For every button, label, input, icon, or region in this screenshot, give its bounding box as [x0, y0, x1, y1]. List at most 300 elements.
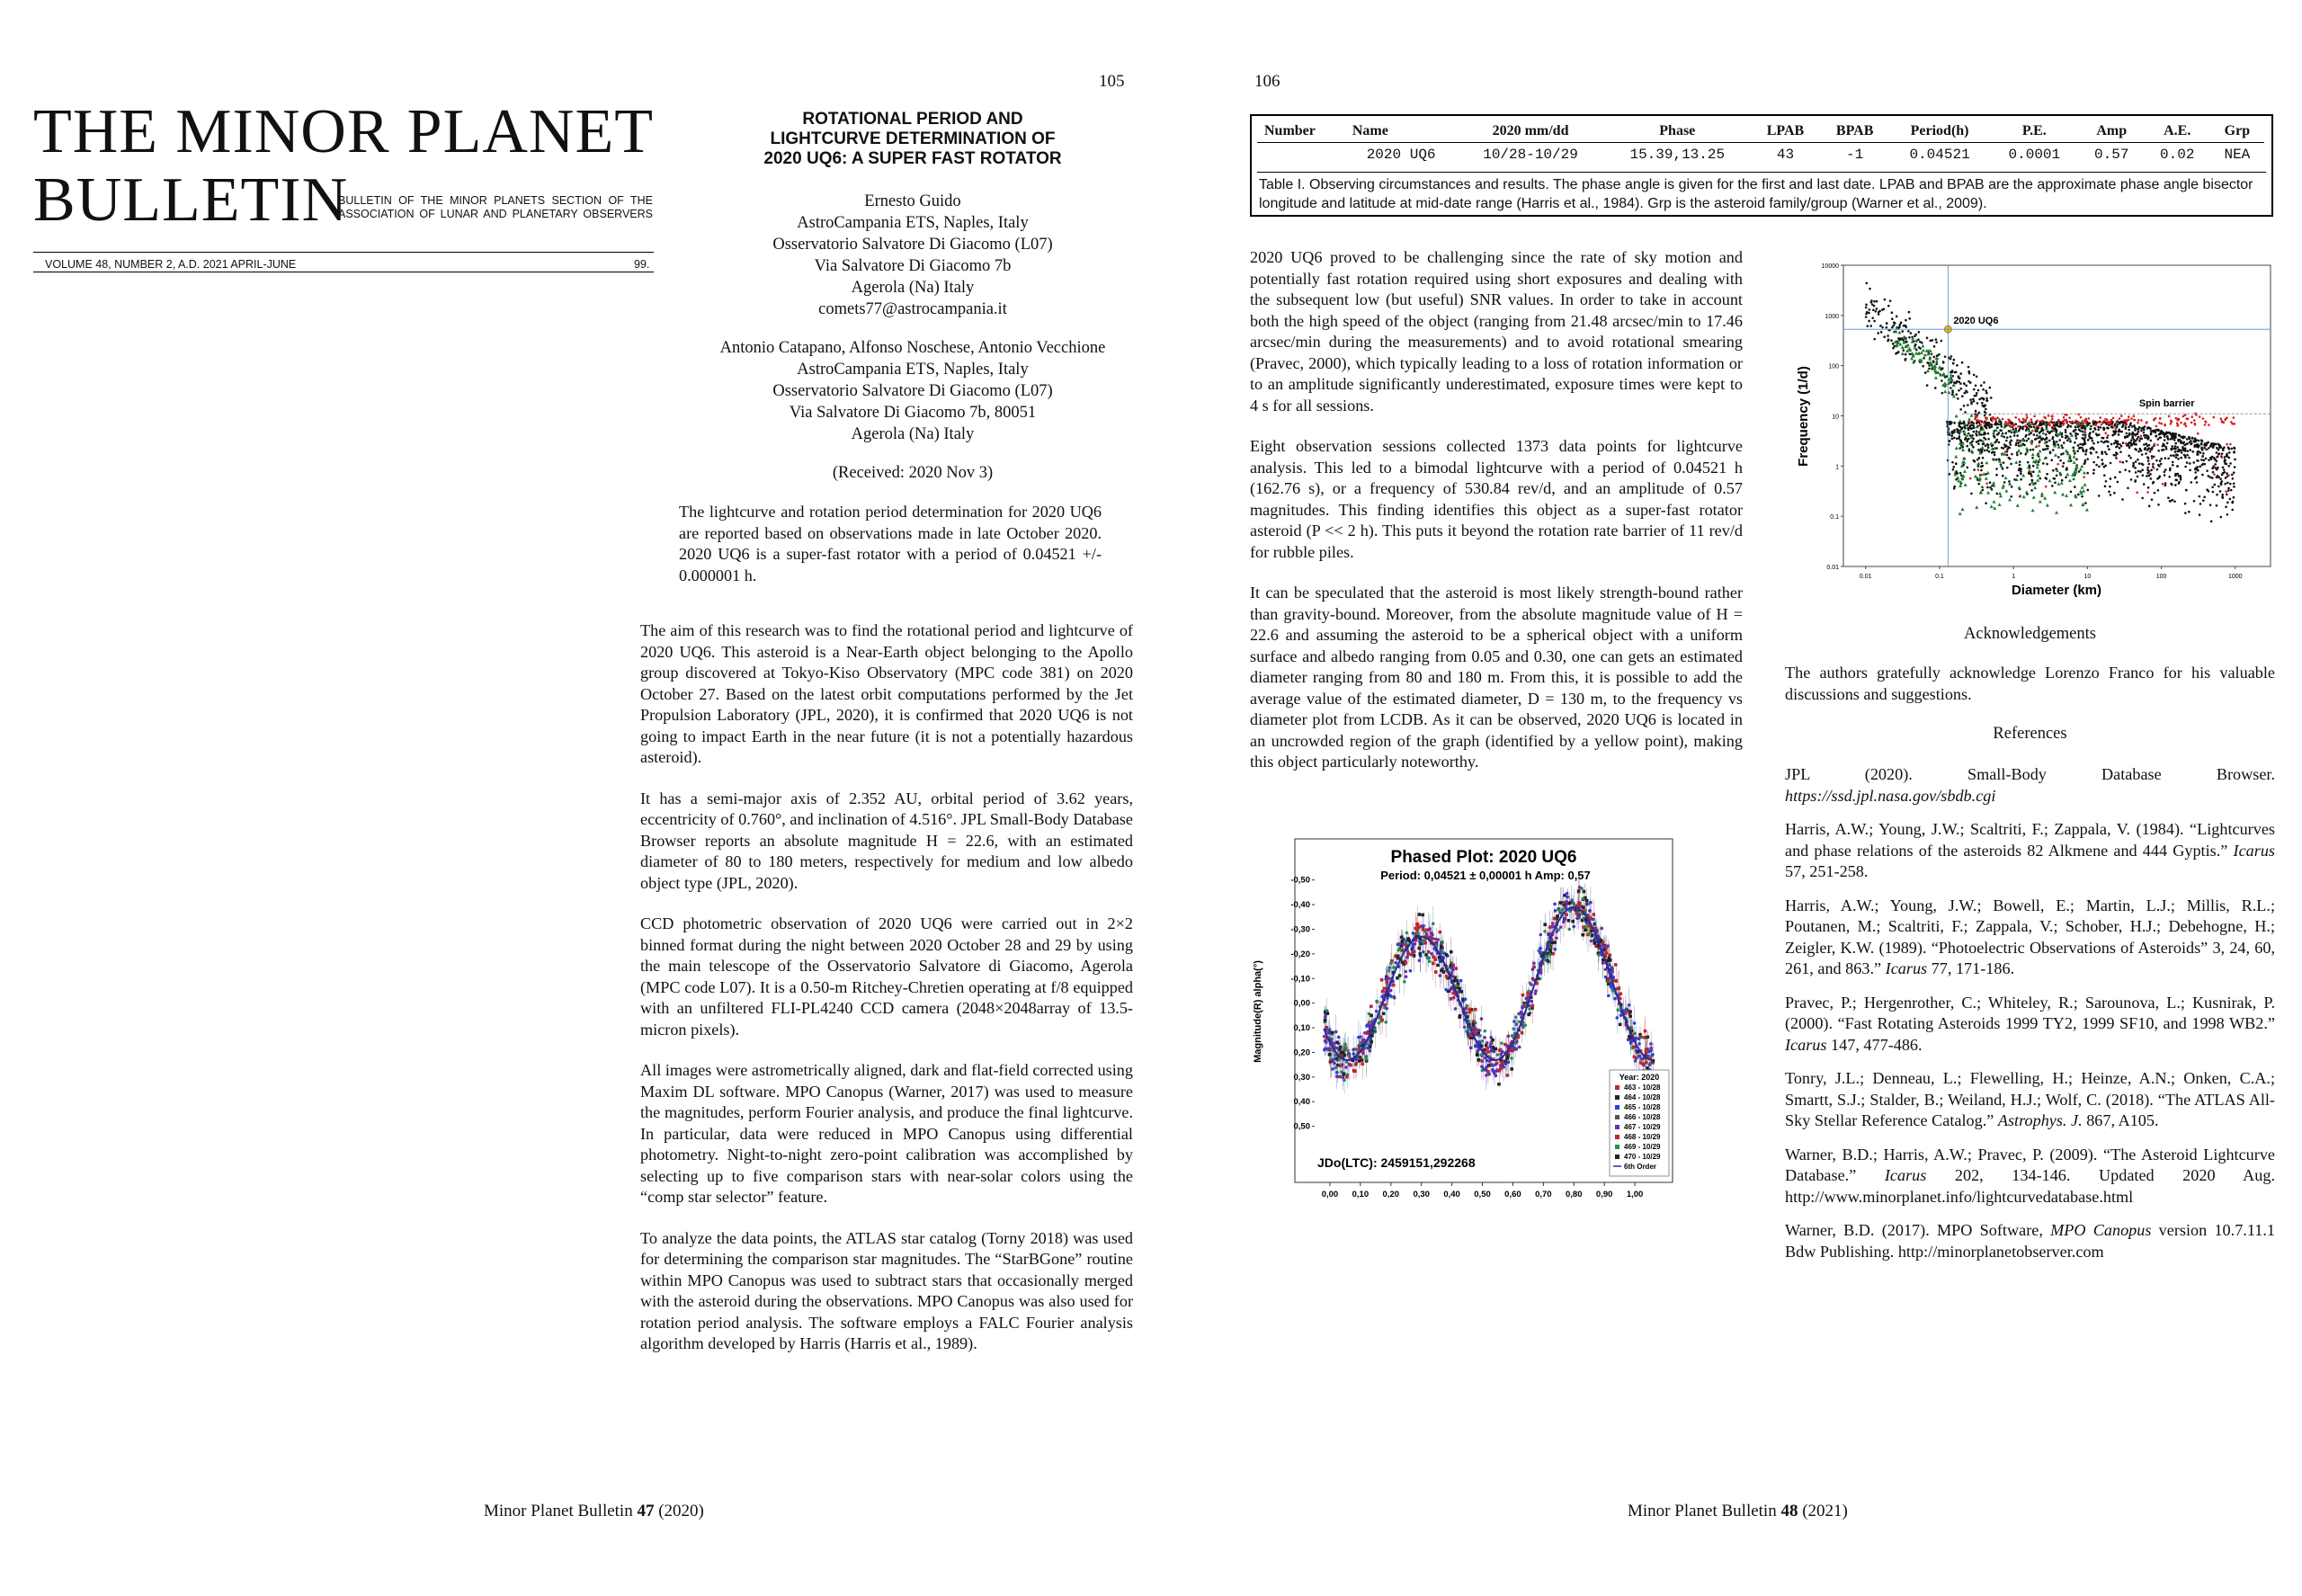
phase-point: [1539, 933, 1542, 937]
phase-x-tick-label: 0,30: [1413, 1190, 1430, 1199]
chart-point: [1960, 388, 1963, 390]
chart-point: [2178, 418, 2181, 421]
phase-point: [1611, 966, 1614, 969]
chart-point: [2172, 464, 2174, 467]
phase-point: [1403, 980, 1406, 984]
chart-point: [2047, 445, 2049, 448]
chart-point: [2010, 443, 2012, 446]
chart-point: [2016, 454, 2019, 457]
chart-point: [2117, 441, 2119, 443]
chart-point: [2125, 424, 2128, 426]
chart-point: [1959, 472, 1962, 475]
chart-point: [1976, 430, 1978, 432]
x-tick-label: 0.01: [1859, 574, 1872, 580]
chart-point: [1928, 368, 1931, 370]
phase-point: [1392, 966, 1396, 969]
chart-point: [2233, 450, 2235, 453]
chart-point: [2149, 477, 2152, 480]
phase-y-tick-label: -0,10: [1290, 974, 1310, 985]
chart-point: [2153, 442, 2155, 445]
chart-point: [1989, 481, 1992, 484]
chart-point: [1972, 424, 1975, 427]
phase-point: [1326, 1012, 1330, 1015]
chart-point: [2129, 424, 2132, 426]
chart-point: [2057, 463, 2059, 466]
chart-point: [2101, 441, 2103, 443]
chart-point: [1869, 288, 1871, 290]
phase-point: [1565, 906, 1568, 910]
reference-italic: MPO Canopus: [2050, 1221, 2152, 1239]
chart-point: [1902, 349, 1905, 352]
chart-point: [2183, 423, 2186, 425]
chart-point: [2184, 466, 2187, 468]
chart-point: [1977, 389, 1980, 392]
chart-point: [1973, 388, 1976, 391]
phase-point: [1450, 950, 1453, 954]
chart-point: [2164, 439, 2166, 441]
phase-point: [1426, 956, 1430, 959]
chart-point: [2109, 421, 2111, 424]
chart-point: [1877, 332, 1879, 334]
chart-point: [1876, 308, 1878, 310]
phase-y-tick-label: 0,50: [1293, 1121, 1310, 1132]
table-1-box: [1250, 114, 2273, 217]
phase-point: [1370, 1024, 1373, 1028]
chart-point: [1944, 355, 1947, 358]
phase-point: [1405, 932, 1409, 935]
phase-point: [1444, 988, 1448, 992]
chart-point: [2029, 484, 2031, 486]
phase-point: [1396, 955, 1400, 958]
chart-point: [1897, 351, 1900, 353]
phase-point: [1578, 886, 1582, 889]
chart-point: [1964, 427, 1967, 430]
chart-point: [2092, 472, 2095, 475]
chart-point: [1988, 450, 1991, 453]
chart-point: [2048, 440, 2051, 442]
chart-point: [2166, 432, 2169, 434]
phase-point: [1567, 928, 1571, 932]
title-line: 2020 UQ6: A SUPER FAST ROTATOR: [763, 149, 1062, 168]
chart-point: [1892, 325, 1895, 327]
chart-point: [2214, 467, 2217, 469]
phase-point: [1352, 1048, 1355, 1052]
chart-point: [2010, 439, 2012, 441]
right-body-column: [1250, 247, 1743, 793]
chart-point: [2208, 459, 2210, 461]
chart-point: [1908, 317, 1911, 320]
chart-point: [2117, 431, 2119, 433]
x-tick-label: 100: [2155, 574, 2167, 580]
chart-point: [2020, 468, 2022, 471]
chart-point: [1878, 313, 1880, 316]
chart-point: [1967, 380, 1970, 383]
chart-point: [2189, 469, 2191, 472]
phase-x-tick-label: 0,40: [1443, 1190, 1460, 1199]
chart-point: [1959, 372, 1962, 375]
chart-point: [1941, 340, 1943, 343]
chart-xlabel: Diameter (km): [2011, 583, 2102, 598]
phase-point: [1539, 947, 1542, 950]
phase-point: [1414, 927, 1417, 931]
phase-point: [1530, 1004, 1534, 1008]
phase-ylabel: Magnitude(R) alpha(°): [1253, 960, 1263, 1063]
chart-point: [2153, 467, 2155, 469]
chart-point: [2077, 494, 2080, 496]
author-name: Ernesto Guido: [864, 192, 961, 210]
x-tick-label: 1: [2012, 574, 2016, 580]
phase-point: [1562, 920, 1566, 923]
chart-point: [1996, 416, 1999, 419]
footer-right: [1628, 1502, 1848, 1521]
phase-point: [1451, 965, 1455, 968]
reference-item: [1785, 1145, 2275, 1208]
chart-point: [1892, 347, 1895, 350]
chart-point: [2110, 477, 2112, 480]
chart-point: [2130, 442, 2133, 445]
phase-point: [1606, 958, 1610, 962]
chart-point: [2221, 421, 2224, 424]
chart-point: [1975, 384, 1977, 387]
chart-point: [2111, 434, 2114, 437]
chart-point: [2221, 474, 2224, 477]
chart-point: [1985, 399, 1988, 402]
chart-point: [2199, 451, 2202, 454]
chart-point: [1886, 326, 1888, 329]
chart-point: [1873, 300, 1876, 303]
phase-point: [1324, 1019, 1327, 1022]
chart-point: [1905, 341, 1907, 343]
phase-legend: [1610, 1070, 1669, 1176]
td-number: [1257, 143, 1345, 167]
chart-point: [2002, 475, 2004, 477]
chart-point: [2144, 447, 2146, 450]
phase-point: [1497, 1083, 1501, 1086]
phase-point: [1370, 1014, 1373, 1018]
chart-point: [2217, 467, 2219, 469]
chart-point: [2229, 498, 2232, 501]
chart-point: [1983, 422, 1985, 424]
chart-point: [2002, 468, 2004, 470]
chart-point: [1950, 355, 1953, 358]
chart-point: [2145, 452, 2147, 455]
chart-point: [2078, 429, 2081, 432]
chart-point: [2183, 454, 2186, 457]
phase-point: [1332, 1058, 1335, 1062]
chart-point: [2146, 421, 2148, 424]
chart-point: [1977, 465, 1980, 468]
chart-point: [2187, 418, 2190, 421]
footer-text: Minor Planet Bulletin: [1628, 1502, 1781, 1520]
footer-year: (2020): [654, 1502, 704, 1520]
reference-item: [1785, 1220, 2275, 1262]
chart-point: [2194, 441, 2197, 443]
chart-point: [1987, 446, 1990, 449]
chart-point: [2130, 478, 2133, 481]
chart-point: [1932, 361, 1935, 364]
chart-point: [2198, 440, 2200, 442]
phase-point: [1619, 1023, 1622, 1027]
chart-point: [2172, 432, 2174, 435]
chart-point: [2106, 419, 2109, 422]
chart-point: [2164, 468, 2167, 471]
phase-point: [1411, 943, 1414, 947]
phase-point: [1384, 1021, 1387, 1024]
chart-point: [2120, 445, 2123, 448]
chart-point: [2090, 425, 2092, 428]
phase-point: [1593, 941, 1596, 945]
chart-point: [2010, 463, 2012, 466]
chart-point: [2203, 459, 2206, 462]
chart-point: [2141, 468, 2144, 471]
chart-point: [1990, 397, 1993, 399]
chart-point: [1972, 431, 1975, 433]
chart-point: [2127, 486, 2129, 489]
chart-point: [1951, 370, 1954, 372]
chart-point: [2063, 416, 2066, 419]
chart-point: [1942, 361, 1945, 363]
chart-point: [1991, 445, 1994, 448]
chart-point: [1984, 450, 1986, 452]
chart-point: [1876, 300, 1878, 303]
reference-item: [1785, 896, 2275, 980]
chart-point: [1976, 441, 1978, 443]
chart-point: [2014, 416, 2017, 419]
phase-y-tick-label: 0,20: [1293, 1048, 1310, 1058]
chart-point: [2130, 439, 2133, 441]
chart-point: [2192, 461, 2195, 464]
phase-point: [1340, 1051, 1343, 1055]
chart-point: [2000, 423, 2003, 425]
chart-point: [2164, 457, 2167, 459]
phase-point: [1339, 1065, 1343, 1068]
chart-point: [2069, 457, 2072, 459]
chart-point: [2190, 415, 2193, 418]
chart-point: [2171, 484, 2173, 486]
chart-point: [2115, 451, 2118, 454]
phase-point: [1629, 1041, 1633, 1045]
chart-point: [2042, 438, 2045, 441]
chart-point: [2197, 450, 2199, 453]
chart-point: [2212, 471, 2215, 474]
chart-point: [2070, 459, 2073, 462]
chart-point: [2065, 437, 2067, 440]
chart-point: [1941, 392, 1943, 395]
reference-text: Warner, B.D.; Harris, A.W.; Pravec, P. (2009). “The Asteroid Lightcurve Database.”: [1785, 1145, 2275, 1184]
phase-point: [1644, 1030, 1647, 1033]
chart-point: [2176, 465, 2179, 468]
table-caption: Table I. Observing circumstances and results. The phase angle is given for the first and last date. LPAB and BPAB are the approximate phase angle bisector longitude and latitude at mid-date range (Harris et al., 1984). Grp is the asteroid family/group (Warner et al., 2009).: [1259, 177, 2253, 211]
chart-point: [1977, 442, 1980, 445]
chart-point: [2041, 419, 2044, 422]
chart-point: [1871, 317, 1874, 319]
chart-point: [1905, 359, 1907, 361]
chart-point: [2194, 468, 2197, 471]
masthead-title-line1: [33, 97, 654, 167]
author-block-1: [670, 191, 1155, 320]
reference-tail: 57, 251-258.: [1785, 862, 1869, 880]
chart-point: [1926, 361, 1929, 364]
chart-point: [2193, 419, 2196, 422]
chart-point: [2210, 444, 2213, 447]
chart-point: [2075, 437, 2078, 440]
chart-point: [1873, 320, 1876, 323]
chart-point: [2171, 445, 2173, 448]
masthead-subtitle: [338, 194, 653, 221]
chart-point: [1935, 341, 1938, 343]
legend-marker: [1615, 1145, 1619, 1149]
y-tick-label: 10000: [1821, 263, 1839, 270]
chart-point: [2195, 476, 2198, 478]
phase-point: [1406, 952, 1410, 956]
chart-point: [2081, 427, 2083, 430]
chart-point: [2152, 463, 2155, 466]
chart-point: [2098, 495, 2101, 497]
chart-point: [1963, 433, 1966, 436]
phase-point: [1585, 899, 1589, 903]
phase-point: [1468, 1011, 1472, 1014]
chart-point: [2048, 415, 2050, 417]
reference-item: [1785, 819, 2275, 883]
chart-point: [2143, 483, 2146, 486]
phase-point: [1504, 1062, 1508, 1065]
chart-point: [2049, 452, 2052, 455]
chart-point: [2056, 430, 2058, 432]
chart-point: [2176, 446, 2179, 449]
chart-point: [2134, 467, 2137, 469]
phase-point: [1422, 928, 1425, 932]
author-affil: Osservatorio Salvatore Di Giacomo (L07): [772, 236, 1053, 254]
phase-point: [1335, 1074, 1339, 1078]
reference-item: [1785, 764, 2275, 807]
chart-point: [2233, 496, 2235, 499]
chart-point: [2146, 468, 2149, 471]
chart-point: [1992, 416, 1994, 419]
chart-point: [1934, 387, 1937, 389]
chart-point: [1930, 340, 1932, 343]
chart-point: [2101, 424, 2103, 426]
chart-point: [2107, 423, 2110, 425]
chart-point: [2231, 502, 2234, 504]
chart-point: [2104, 464, 2107, 467]
chart-point: [2047, 448, 2049, 450]
chart-point: [2081, 423, 2083, 425]
chart-point: [2133, 432, 2136, 435]
chart-point: [2167, 457, 2170, 459]
chart-point: [1995, 468, 1998, 470]
chart-point: [2072, 446, 2074, 449]
chart-point: [2204, 424, 2207, 426]
phase-point: [1575, 911, 1578, 914]
reference-text: Pravec, P.; Hergenrother, C.; Whiteley, R.; Sarounova, L.; Kusnirak, P. (2000). “Fast Rotating Asteroids 1999 TY2, 1999 SF10, and 1998 WB2.”: [1785, 993, 2275, 1032]
article-title: [679, 110, 1147, 169]
chart-point: [2160, 463, 2163, 466]
phase-point: [1337, 1036, 1341, 1039]
chart-point: [2197, 443, 2199, 446]
chart-point: [1994, 451, 1996, 454]
phase-point: [1638, 1055, 1642, 1058]
chart-point: [2186, 461, 2189, 464]
phase-point: [1566, 896, 1569, 899]
phase-x-tick-label: 0,50: [1474, 1190, 1491, 1199]
chart-point: [2003, 461, 2005, 464]
chart-point: [1936, 362, 1939, 365]
phase-point: [1386, 977, 1389, 981]
chart-point: [1955, 382, 1958, 385]
chart-point: [2169, 432, 2172, 434]
chart-point: [2005, 440, 2008, 442]
chart-point: [1982, 457, 1985, 459]
phase-point: [1464, 997, 1468, 1001]
chart-plot-area: [1843, 265, 2271, 566]
chart-point: [2156, 477, 2159, 480]
chart-point: [2233, 486, 2235, 488]
th-bpab: BPAB: [1820, 120, 1889, 143]
phase-point: [1369, 1049, 1372, 1053]
phase-point: [1534, 992, 1538, 995]
reference-text: Tonry, J.L.; Denneau, L.; Flewelling, H.; Heinze, A.N.; Onken, C.A.; Smartt, S.J.; Stalder, B.; Weiland, H.J.; Wolf, C. (2018). “The ATLAS All-Sky Stellar Reference Catalog.”: [1785, 1069, 2275, 1129]
chart-point: [2123, 420, 2126, 423]
chart-point: [2196, 453, 2199, 456]
chart-point: [1980, 469, 1983, 472]
reference-italic: Icarus: [1785, 1035, 1827, 1054]
received-date: (Received: 2020 Nov 3): [832, 464, 994, 482]
phase-point: [1582, 925, 1585, 929]
chart-point: [2098, 465, 2101, 468]
chart-point: [2181, 436, 2183, 439]
chart-point: [2156, 429, 2159, 432]
chart-point: [2016, 439, 2019, 441]
chart-point: [1963, 421, 1966, 424]
reference-text: Warner, B.D. (2017). MPO Software,: [1785, 1221, 2051, 1239]
chart-point: [1967, 429, 1970, 432]
chart-point: [2086, 472, 2089, 475]
chart-point: [2021, 428, 2024, 431]
phase-point: [1438, 974, 1441, 977]
chart-point: [1981, 465, 1984, 468]
chart-point: [2033, 426, 2036, 429]
chart-point: [2137, 419, 2140, 422]
chart-point: [2211, 486, 2214, 488]
chart-point: [2185, 489, 2188, 492]
masthead-sub2: ASSOCIATION OF LUNAR AND PLANETARY OBSERVERS: [338, 208, 653, 220]
chart-point: [2216, 460, 2218, 463]
phase-point: [1524, 997, 1528, 1001]
body-paragraph: It has a semi-major axis of 2.352 AU, orbital period of 3.62 years, eccentricity of 0.760°, and inclination of 4.516°. JPL Small-Body Database Browser reports an absolute magnitude H = 22.6, with an estimated diameter of 80 to 180 meters, respectively for medium and low albedo object type (JPL, 2020).: [640, 789, 1133, 892]
chart-point: [2083, 423, 2085, 425]
chart-point: [1958, 389, 1960, 392]
reference-item: [1785, 993, 2275, 1057]
phase-point: [1365, 1031, 1369, 1035]
chart-point: [2234, 423, 2236, 425]
chart-point: [2119, 471, 2121, 474]
legend-entry: 470 - 10/29: [1624, 1153, 1661, 1161]
chart-point: [2019, 441, 2021, 443]
chart-point: [2074, 425, 2077, 428]
chart-point: [2083, 476, 2085, 478]
chart-point: [2155, 432, 2157, 434]
phase-point: [1648, 1063, 1652, 1066]
chart-point: [2190, 422, 2193, 424]
chart-point: [2124, 468, 2127, 471]
chart-point: [2174, 484, 2177, 486]
y-tick-label: 0.1: [1830, 514, 1839, 522]
chart-point: [1983, 433, 1985, 436]
chart-point: [2158, 476, 2161, 478]
phase-point: [1649, 1042, 1653, 1046]
chart-point: [2147, 463, 2150, 466]
phase-point: [1633, 1056, 1637, 1059]
